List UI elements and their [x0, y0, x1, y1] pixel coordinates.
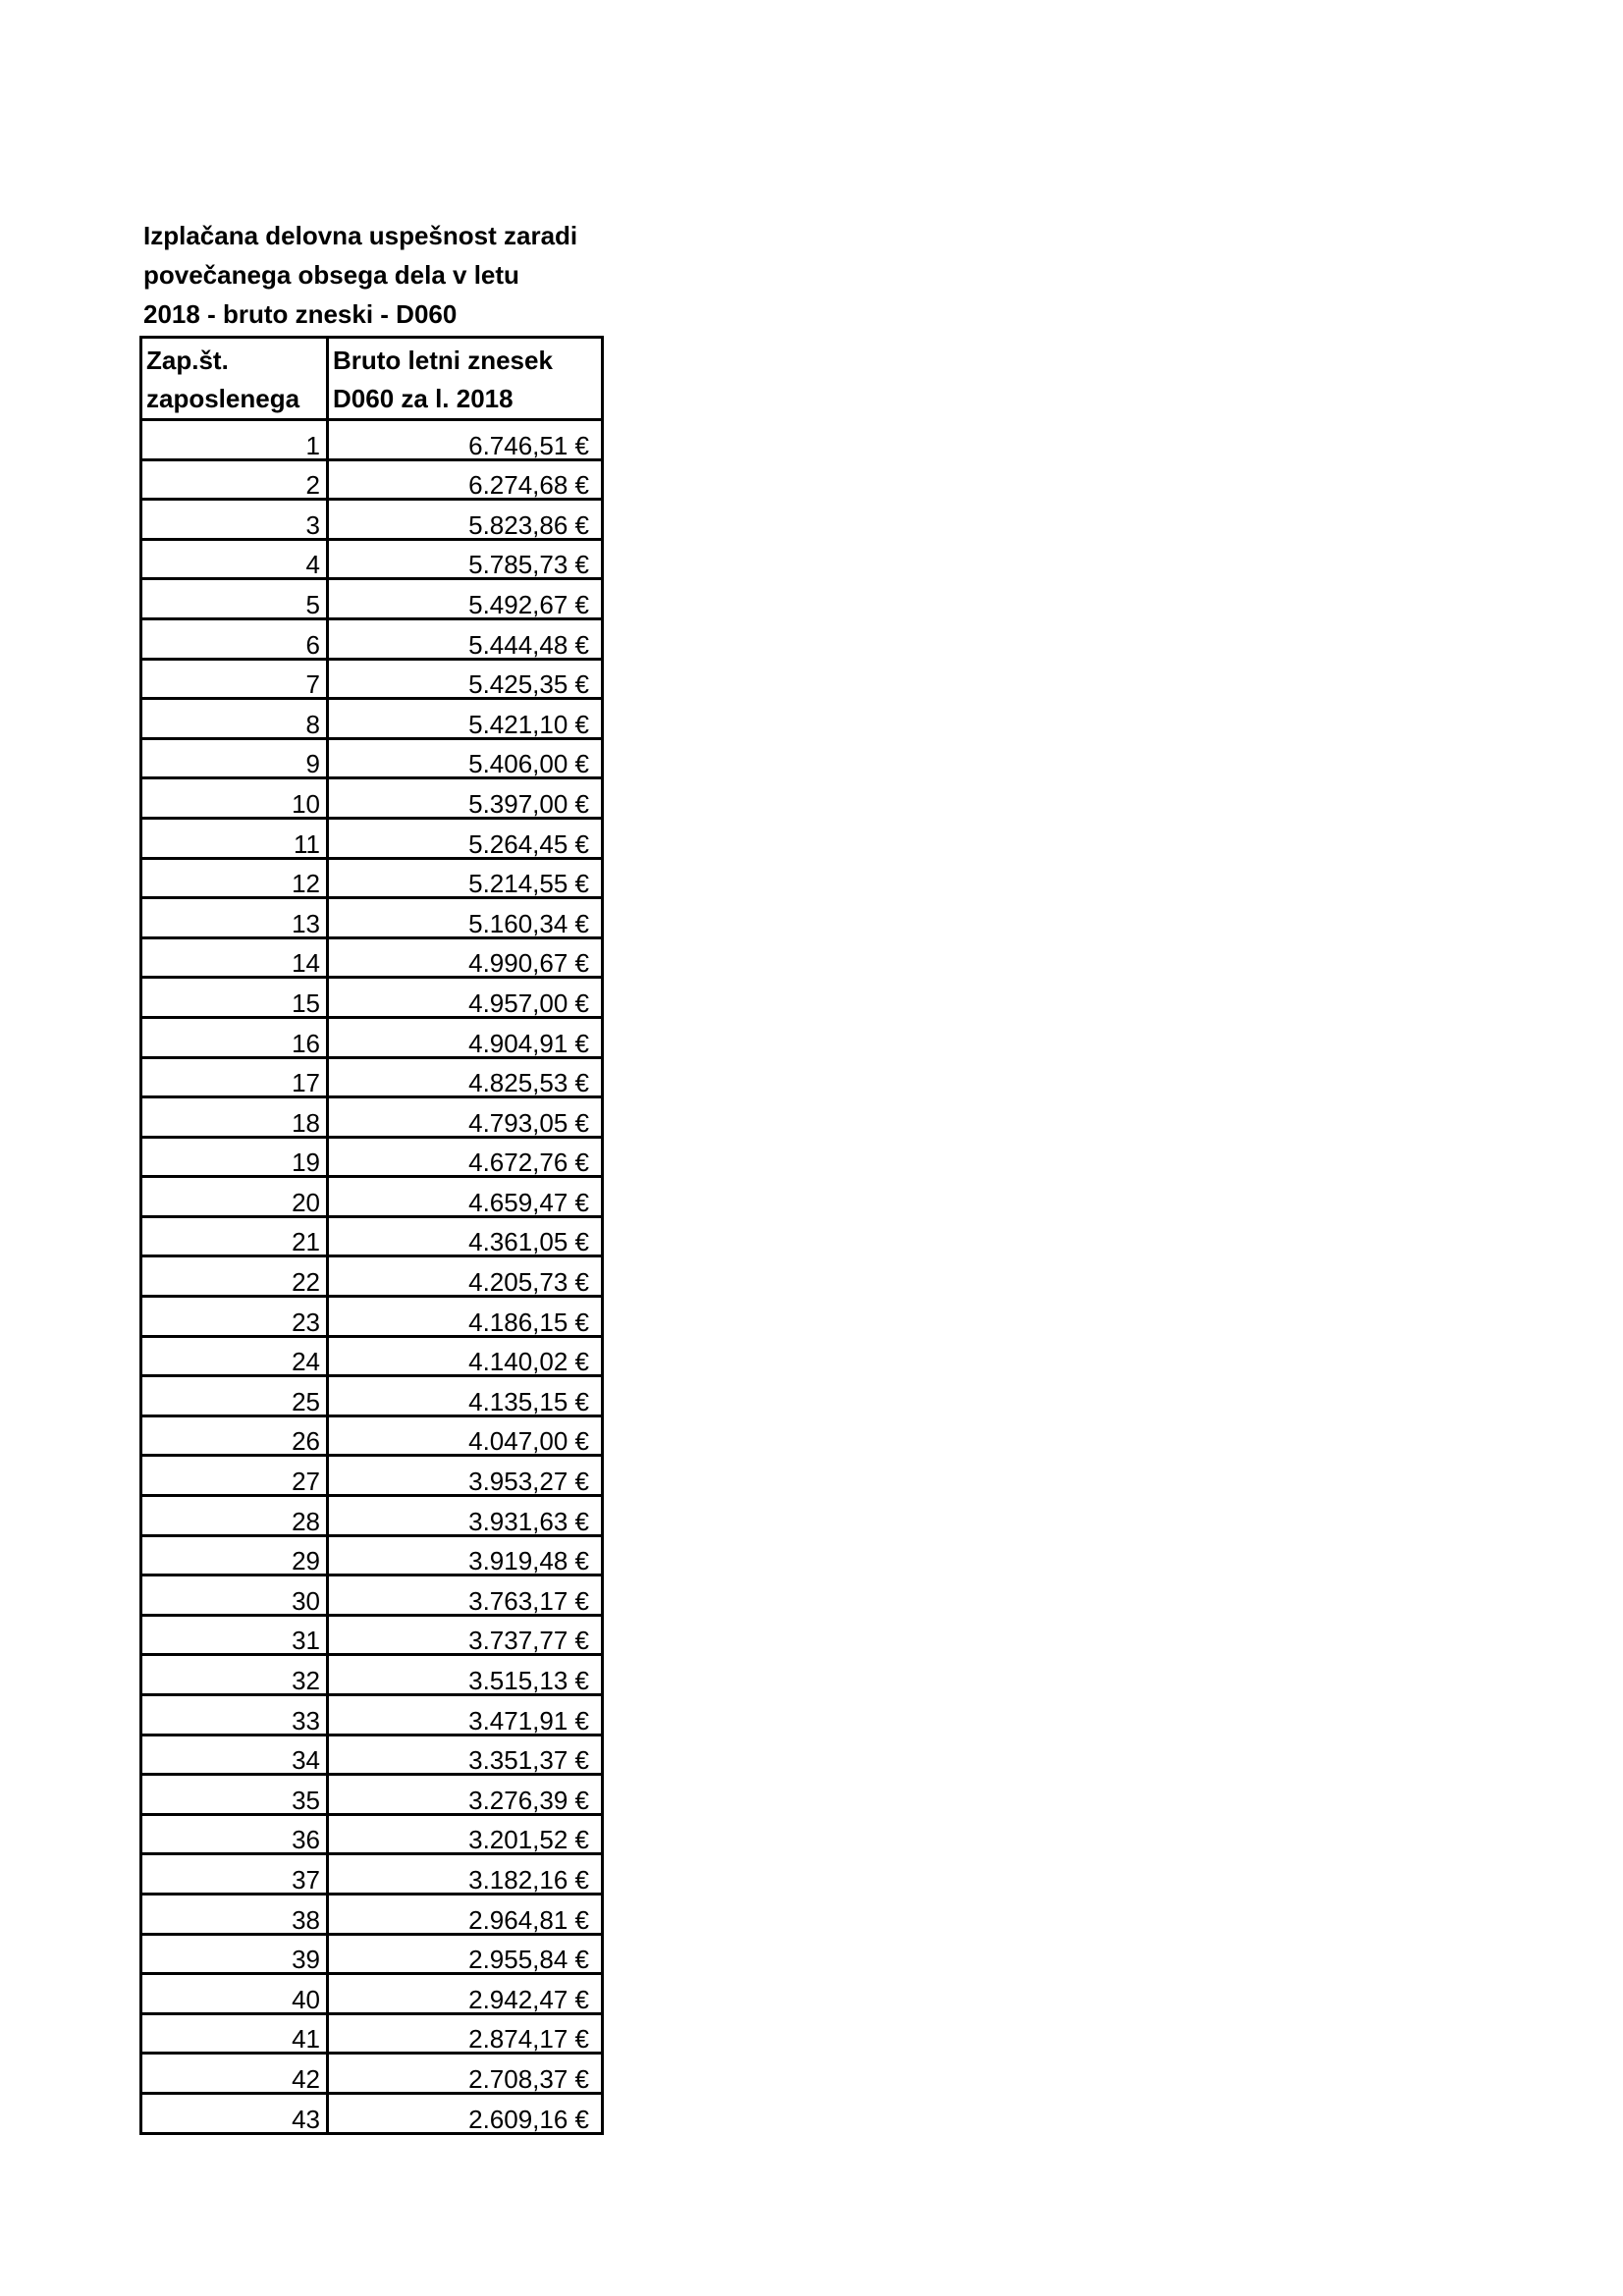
employee-number-cell: 32: [141, 1655, 328, 1695]
employee-number-cell: 33: [141, 1695, 328, 1735]
table-row: [141, 659, 603, 699]
document-title: [143, 216, 615, 334]
gross-amount-cell: 3.515,13 €: [328, 1655, 603, 1695]
column-header-employee-number: [141, 338, 328, 420]
employee-number-cell: 18: [141, 1097, 328, 1138]
gross-amount-cell: 3.737,77 €: [328, 1615, 603, 1655]
gross-amount-cell: 5.160,34 €: [328, 898, 603, 938]
table-row: [141, 1615, 603, 1655]
gross-amount-cell: 3.351,37 €: [328, 1735, 603, 1775]
gross-amount-cell: 3.953,27 €: [328, 1456, 603, 1496]
table-row: [141, 1097, 603, 1138]
gross-amount-cell: 6.274,68 €: [328, 459, 603, 500]
gross-amount-cell: 5.397,00 €: [328, 778, 603, 819]
title-line: 2018 - bruto zneski - D060: [143, 299, 458, 329]
employee-number-cell: 3: [141, 500, 328, 540]
table-row: [141, 858, 603, 898]
employee-number-cell: 5: [141, 579, 328, 619]
header-line: Zap.št.: [146, 346, 229, 375]
employee-number-cell: 1: [141, 420, 328, 460]
employee-number-cell: 2: [141, 459, 328, 500]
table-row: [141, 539, 603, 579]
employee-number-cell: 31: [141, 1615, 328, 1655]
employee-number-cell: 11: [141, 818, 328, 858]
employee-number-cell: 17: [141, 1057, 328, 1097]
table-row: [141, 1137, 603, 1177]
gross-amount-cell: 3.471,91 €: [328, 1695, 603, 1735]
gross-amount-cell: 5.785,73 €: [328, 539, 603, 579]
employee-number-cell: 19: [141, 1137, 328, 1177]
table-row: [141, 1894, 603, 1934]
table-row: [141, 1775, 603, 1815]
employee-number-cell: 26: [141, 1415, 328, 1456]
table-row: [141, 1256, 603, 1297]
gross-amount-cell: 4.361,05 €: [328, 1216, 603, 1256]
table-row: [141, 1177, 603, 1217]
employee-number-cell: 24: [141, 1336, 328, 1376]
gross-amount-cell: 4.825,53 €: [328, 1057, 603, 1097]
table-row: [141, 1057, 603, 1097]
gross-amount-cell: 4.672,76 €: [328, 1137, 603, 1177]
employee-number-cell: 41: [141, 2013, 328, 2054]
header-line: D060 za l. 2018: [333, 384, 514, 413]
gross-amount-cell: 3.182,16 €: [328, 1854, 603, 1895]
header-row: [141, 338, 603, 420]
employee-number-cell: 25: [141, 1376, 328, 1416]
table-row: [141, 1456, 603, 1496]
employee-number-cell: 29: [141, 1535, 328, 1575]
employee-number-cell: 13: [141, 898, 328, 938]
employee-number-cell: 10: [141, 778, 328, 819]
gross-amount-cell: 5.406,00 €: [328, 738, 603, 778]
table-row: [141, 1974, 603, 2014]
table-row: [141, 1575, 603, 1616]
table-row: [141, 579, 603, 619]
employee-number-cell: 42: [141, 2054, 328, 2094]
table-row: [141, 699, 603, 739]
table-row: [141, 2054, 603, 2094]
table-row: [141, 1496, 603, 1536]
table-row: [141, 1934, 603, 1974]
employee-number-cell: 34: [141, 1735, 328, 1775]
table-row: [141, 1814, 603, 1854]
employee-number-cell: 4: [141, 539, 328, 579]
title-line: Izplačana delovna uspešnost zaradi: [143, 221, 578, 250]
employee-number-cell: 39: [141, 1934, 328, 1974]
table-row: [141, 978, 603, 1018]
gross-amount-cell: 2.964,81 €: [328, 1894, 603, 1934]
gross-amount-cell: 4.659,47 €: [328, 1177, 603, 1217]
employee-number-cell: 36: [141, 1814, 328, 1854]
employee-number-cell: 22: [141, 1256, 328, 1297]
gross-amount-cell: 3.931,63 €: [328, 1496, 603, 1536]
employee-number-cell: 37: [141, 1854, 328, 1895]
gross-amount-cell: 2.609,16 €: [328, 2093, 603, 2133]
employee-number-cell: 9: [141, 738, 328, 778]
gross-amount-cell: 2.708,37 €: [328, 2054, 603, 2094]
employee-number-cell: 15: [141, 978, 328, 1018]
table-row: [141, 937, 603, 978]
table-row: [141, 1735, 603, 1775]
employee-number-cell: 30: [141, 1575, 328, 1616]
gross-amount-cell: 5.425,35 €: [328, 659, 603, 699]
table-row: [141, 898, 603, 938]
employee-number-cell: 20: [141, 1177, 328, 1217]
gross-amount-cell: 4.793,05 €: [328, 1097, 603, 1138]
gross-amount-cell: 4.140,02 €: [328, 1336, 603, 1376]
column-header-gross-amount: [328, 338, 603, 420]
table-header: [141, 338, 603, 420]
table-row: [141, 1415, 603, 1456]
gross-amount-cell: 3.276,39 €: [328, 1775, 603, 1815]
gross-amount-cell: 5.444,48 €: [328, 618, 603, 659]
gross-amount-cell: 5.214,55 €: [328, 858, 603, 898]
payments-table: [139, 336, 604, 2135]
table-row: [141, 1535, 603, 1575]
header-line: zaposlenega: [146, 384, 300, 413]
title-line: povečanega obsega dela v letu: [143, 260, 519, 290]
employee-number-cell: 21: [141, 1216, 328, 1256]
gross-amount-cell: 2.874,17 €: [328, 2013, 603, 2054]
gross-amount-cell: 6.746,51 €: [328, 420, 603, 460]
gross-amount-cell: 4.904,91 €: [328, 1017, 603, 1057]
table-row: [141, 1297, 603, 1337]
employee-number-cell: 7: [141, 659, 328, 699]
employee-number-cell: 40: [141, 1974, 328, 2014]
table-row: [141, 1216, 603, 1256]
gross-amount-cell: 4.957,00 €: [328, 978, 603, 1018]
table-row: [141, 500, 603, 540]
gross-amount-cell: 5.264,45 €: [328, 818, 603, 858]
gross-amount-cell: 4.047,00 €: [328, 1415, 603, 1456]
employee-number-cell: 6: [141, 618, 328, 659]
table-row: [141, 1017, 603, 1057]
table-row: [141, 778, 603, 819]
table-row: [141, 618, 603, 659]
gross-amount-cell: 5.823,86 €: [328, 500, 603, 540]
employee-number-cell: 43: [141, 2093, 328, 2133]
table-row: [141, 2013, 603, 2054]
gross-amount-cell: 5.421,10 €: [328, 699, 603, 739]
employee-number-cell: 27: [141, 1456, 328, 1496]
employee-number-cell: 35: [141, 1775, 328, 1815]
gross-amount-cell: 4.990,67 €: [328, 937, 603, 978]
gross-amount-cell: 3.201,52 €: [328, 1814, 603, 1854]
table-row: [141, 459, 603, 500]
employee-number-cell: 28: [141, 1496, 328, 1536]
employee-number-cell: 8: [141, 699, 328, 739]
table-row: [141, 1695, 603, 1735]
employee-number-cell: 14: [141, 937, 328, 978]
table-row: [141, 738, 603, 778]
table-row: [141, 1854, 603, 1895]
employee-number-cell: 12: [141, 858, 328, 898]
table-row: [141, 420, 603, 460]
gross-amount-cell: 5.492,67 €: [328, 579, 603, 619]
employee-number-cell: 38: [141, 1894, 328, 1934]
table-row: [141, 2093, 603, 2133]
gross-amount-cell: 2.955,84 €: [328, 1934, 603, 1974]
employee-number-cell: 16: [141, 1017, 328, 1057]
employee-number-cell: 23: [141, 1297, 328, 1337]
gross-amount-cell: 4.205,73 €: [328, 1256, 603, 1297]
gross-amount-cell: 2.942,47 €: [328, 1974, 603, 2014]
table-row: [141, 1655, 603, 1695]
gross-amount-cell: 3.763,17 €: [328, 1575, 603, 1616]
gross-amount-cell: 3.919,48 €: [328, 1535, 603, 1575]
table-body: [141, 420, 603, 2134]
gross-amount-cell: 4.135,15 €: [328, 1376, 603, 1416]
header-line: Bruto letni znesek: [333, 346, 553, 375]
table-row: [141, 1336, 603, 1376]
gross-amount-cell: 4.186,15 €: [328, 1297, 603, 1337]
table-row: [141, 818, 603, 858]
table-row: [141, 1376, 603, 1416]
